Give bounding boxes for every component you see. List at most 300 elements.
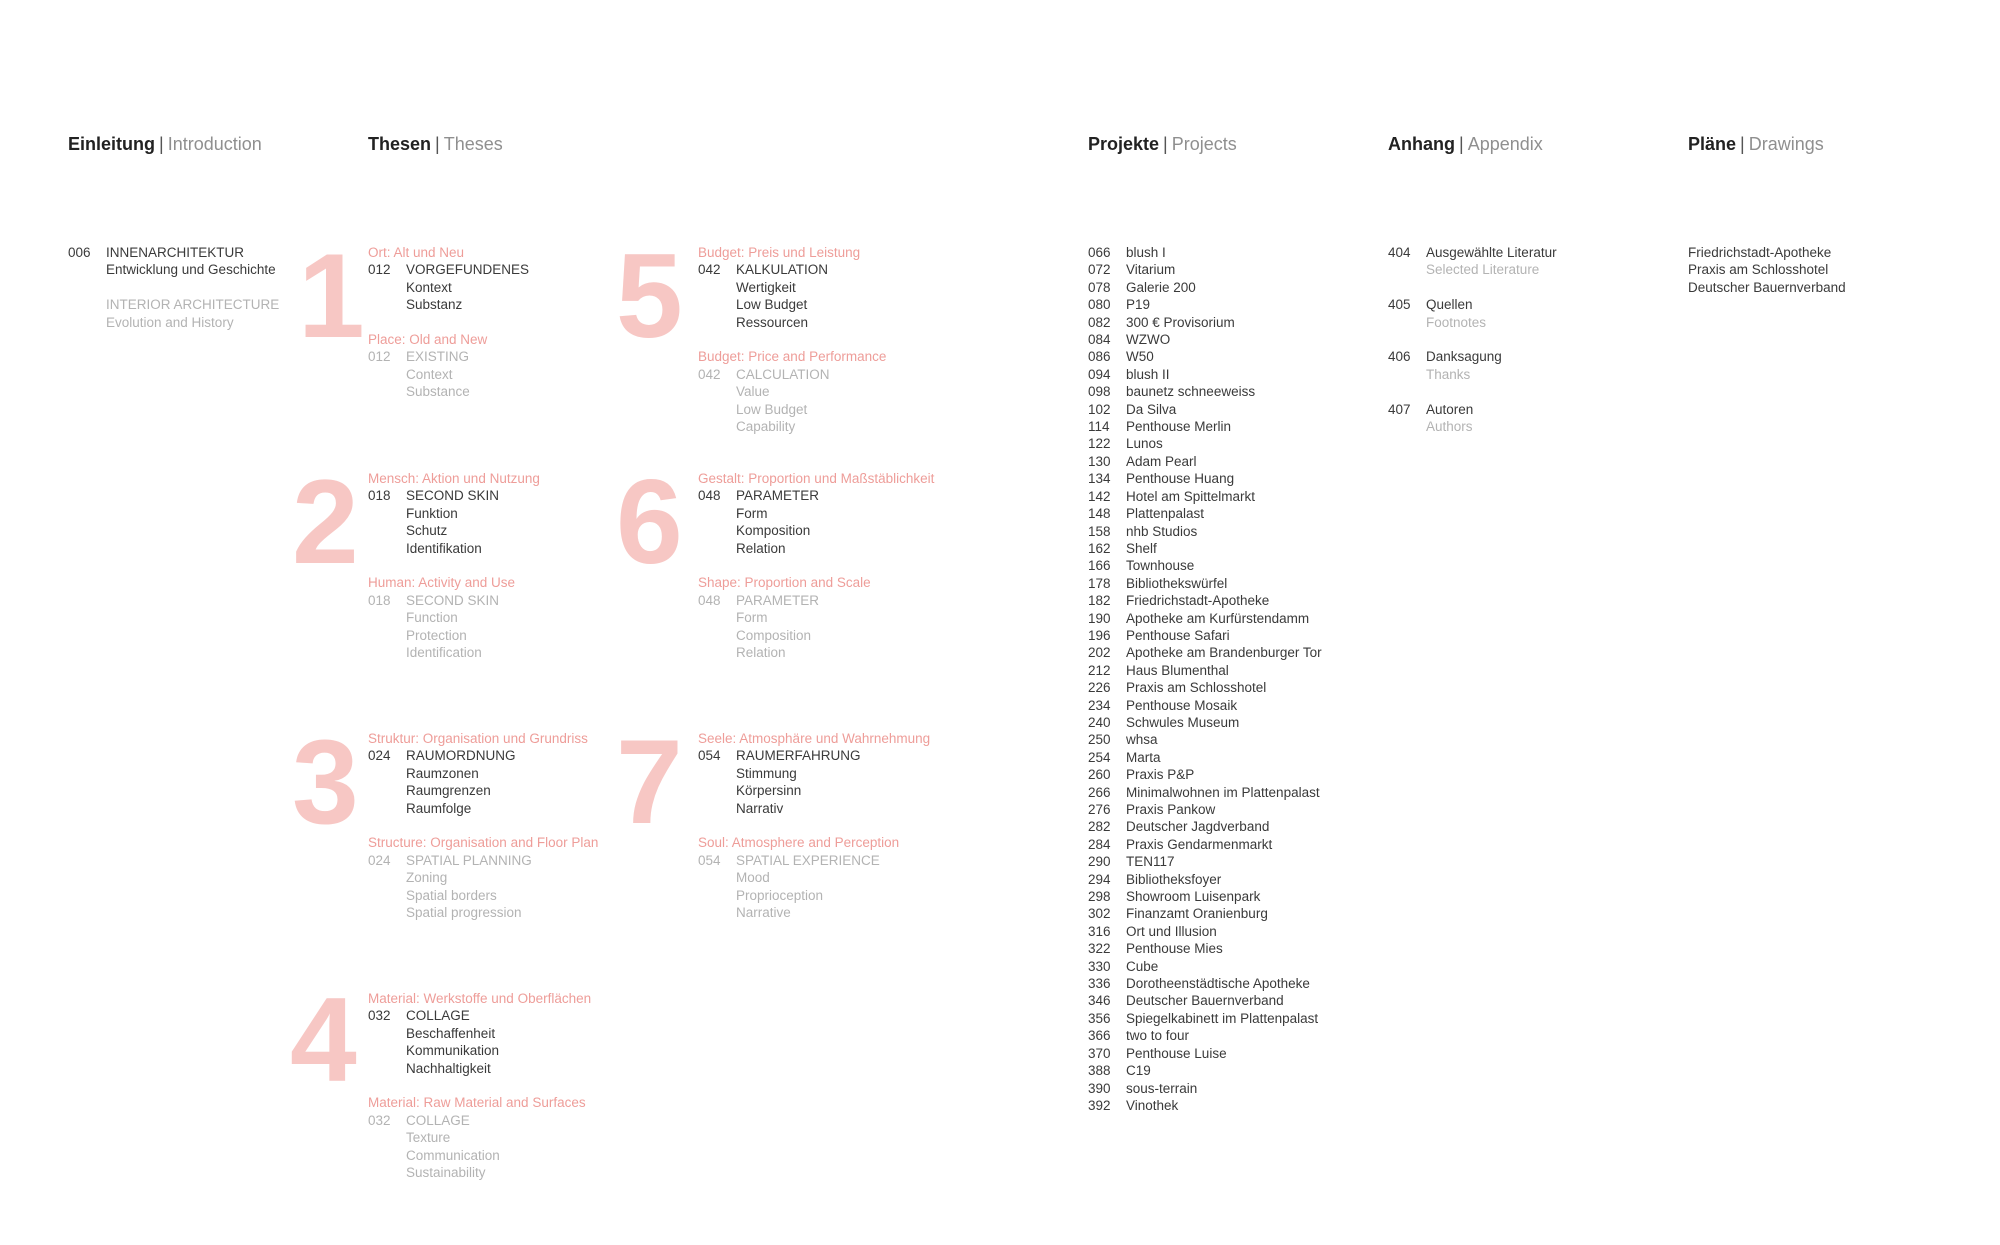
thesis-title: RAUMORDNUNG [406, 748, 516, 764]
project-name: Showroom Luisenpark [1126, 889, 1261, 905]
thesis-number-3: 3 [292, 715, 359, 849]
project-name: Ort und Illusion [1126, 923, 1217, 939]
project-entry [1088, 401, 1322, 418]
project-entry [1088, 296, 1322, 313]
page-number: 407 [1388, 401, 1411, 417]
project-name: Friedrichstadt-Apotheke [1126, 593, 1270, 609]
project-name: P19 [1126, 297, 1151, 313]
project-name: whsa [1126, 732, 1158, 748]
project-entry [1088, 923, 1322, 940]
list-item: Low Budget [736, 297, 808, 313]
introduction-entry [68, 244, 279, 331]
project-entry [1088, 853, 1322, 870]
page-number: 012 [368, 349, 391, 365]
page-number: 406 [1388, 349, 1411, 365]
page-number: 098 [1088, 384, 1111, 400]
appendix-title-en: Selected Literature [1426, 262, 1540, 278]
page-number: 404 [1388, 245, 1411, 260]
page-number: 290 [1088, 854, 1111, 870]
thesis-title-row [698, 366, 886, 383]
page-number: 042 [698, 262, 721, 278]
page-number: 094 [1088, 366, 1111, 382]
thesis-title-row [698, 592, 934, 609]
project-name: Schwules Museum [1126, 714, 1240, 730]
appendix-title-de: Danksagung [1426, 349, 1502, 365]
page-number: 212 [1088, 662, 1111, 678]
thesis-number-2: 2 [292, 455, 359, 589]
project-name: Penthouse Mosaik [1126, 697, 1238, 713]
project-name: WZWO [1126, 332, 1171, 348]
thesis-number-4: 4 [290, 973, 357, 1107]
thesis-heading: Structure: Organisation and Floor Plan [368, 835, 599, 851]
thesis-heading: Struktur: Organisation und Grundriss [368, 731, 588, 746]
list-item: Composition [736, 627, 812, 643]
list-item: Identification [406, 645, 482, 661]
header-theses [368, 134, 503, 155]
page-number: 388 [1088, 1063, 1111, 1079]
thesis-block [698, 730, 930, 921]
appendix-title-en: Authors [1426, 419, 1473, 435]
page-number: 356 [1088, 1010, 1111, 1026]
appendix-entry [1388, 401, 1557, 436]
project-entry [1088, 523, 1322, 540]
project-entry [1088, 592, 1322, 609]
list-item: Raumgrenzen [406, 783, 491, 799]
header-de: Thesen [368, 134, 432, 154]
project-entry [1088, 731, 1322, 748]
page-number: 370 [1088, 1045, 1111, 1061]
page-number: 130 [1088, 453, 1111, 469]
page-number: 294 [1088, 871, 1111, 887]
thesis-title-row [368, 592, 540, 609]
project-entry [1088, 610, 1322, 627]
project-entry [1088, 1080, 1322, 1097]
thesis-title-row [698, 261, 886, 278]
project-entry [1088, 801, 1322, 818]
list-item: Low Budget [736, 401, 808, 417]
project-entry [1088, 435, 1322, 452]
project-entry [1088, 314, 1322, 331]
page-number: 166 [1088, 558, 1111, 574]
thesis-title: PARAMETER [736, 488, 820, 504]
list-item: Value [736, 384, 770, 400]
project-entry [1088, 784, 1322, 801]
project-name: Praxis am Schlosshotel [1126, 680, 1267, 696]
header-separator: | [435, 134, 440, 154]
appendix-title-row [1388, 348, 1557, 365]
header-en: Projects [1171, 134, 1237, 154]
project-entry [1088, 627, 1322, 644]
page-number: 254 [1088, 749, 1111, 765]
thesis-title: SECOND SKIN [406, 592, 500, 608]
project-entry [1088, 505, 1322, 522]
project-name: Praxis Gendarmenmarkt [1126, 836, 1273, 852]
project-name: Apotheke am Brandenburger Tor [1126, 645, 1322, 661]
list-item: Texture [406, 1130, 451, 1146]
list-item: Körpersinn [736, 783, 802, 799]
list-item: Identifikation [406, 540, 482, 556]
thesis-block [368, 244, 529, 401]
page-number: 080 [1088, 297, 1111, 313]
project-name: Penthouse Merlin [1126, 419, 1232, 435]
project-entry [1088, 1010, 1322, 1027]
page-number: 240 [1088, 714, 1111, 730]
page-number: 078 [1088, 279, 1111, 295]
list-item: Komposition [736, 523, 811, 539]
project-entry [1088, 470, 1322, 487]
thesis-block [698, 470, 934, 661]
projects-list [1088, 244, 1322, 1114]
thesis-title: KALKULATION [736, 262, 829, 278]
page-number: 250 [1088, 732, 1111, 748]
project-entry [1088, 383, 1322, 400]
project-name: Plattenpalast [1126, 506, 1205, 522]
appendix-title-de: Ausgewählte Literatur [1426, 245, 1557, 260]
header-separator: | [1740, 134, 1745, 154]
appendix-list [1388, 244, 1557, 435]
list-item: Substance [406, 384, 470, 400]
project-entry [1088, 1097, 1322, 1114]
project-entry [1088, 557, 1322, 574]
page-number: 190 [1088, 610, 1111, 626]
thesis-title: EXISTING [406, 349, 470, 365]
list-item: Substanz [406, 297, 463, 313]
list-item: Function [406, 610, 458, 626]
header-en: Drawings [1748, 134, 1824, 154]
page-number: 018 [368, 488, 391, 504]
header-de: Pläne [1688, 134, 1737, 154]
project-name: Cube [1126, 958, 1159, 974]
list-item: Wertigkeit [736, 279, 796, 295]
appendix-entry [1388, 296, 1557, 331]
list-item: Beschaffenheit [406, 1025, 496, 1041]
thesis-title-row [368, 1112, 591, 1129]
thesis-number-7: 7 [616, 715, 683, 849]
list-item: Raumfolge [406, 800, 472, 816]
page-number: 298 [1088, 889, 1111, 905]
list-item: Capability [736, 419, 796, 435]
project-entry [1088, 836, 1322, 853]
thesis-heading: Material: Raw Material and Surfaces [368, 1095, 586, 1111]
list-item: Context [406, 366, 453, 382]
project-entry [1088, 679, 1322, 696]
page-number: 158 [1088, 523, 1111, 539]
page-number: 032 [368, 1008, 391, 1024]
intro-sub-de: Entwicklung und Geschichte [106, 262, 276, 278]
project-name: C19 [1126, 1063, 1151, 1079]
thesis-block [698, 244, 886, 435]
appendix-title-de: Autoren [1426, 401, 1474, 417]
header-appendix [1388, 134, 1543, 155]
project-name: Penthouse Huang [1126, 471, 1235, 487]
project-name: Adam Pearl [1126, 453, 1197, 469]
project-name: Penthouse Luise [1126, 1045, 1227, 1061]
drawing-item: Deutscher Bauernverband [1688, 279, 1846, 295]
thesis-english [368, 574, 540, 661]
project-name: Bibliotheksfoyer [1126, 871, 1222, 887]
list-item: Spatial borders [406, 887, 497, 903]
thesis-title: PARAMETER [736, 592, 820, 608]
intro-sub-en: Evolution and History [106, 314, 234, 330]
project-entry [1088, 818, 1322, 835]
project-name: Deutscher Jagdverband [1126, 819, 1270, 835]
thesis-heading: Mensch: Aktion und Nutzung [368, 471, 540, 486]
page-number: 282 [1088, 819, 1111, 835]
project-name: Penthouse Mies [1126, 941, 1223, 957]
project-name: Spiegelkabinett im Plattenpalast [1126, 1010, 1319, 1026]
thesis-english [698, 348, 886, 435]
page-number: 054 [698, 852, 721, 868]
page-number: 336 [1088, 976, 1111, 992]
appendix-title-en: Footnotes [1426, 314, 1487, 330]
project-entry [1088, 766, 1322, 783]
header-de: Projekte [1088, 134, 1160, 154]
project-entry [1088, 1027, 1322, 1044]
page-number: 042 [698, 366, 721, 382]
list-item: Form [736, 610, 768, 626]
appendix-title-en: Thanks [1426, 366, 1471, 382]
project-entry [1088, 1045, 1322, 1062]
thesis-heading: Budget: Preis und Leistung [698, 245, 861, 260]
project-name: sous-terrain [1126, 1080, 1198, 1096]
thesis-title: CALCULATION [736, 366, 830, 382]
page-number: 012 [368, 262, 391, 278]
page-number: 202 [1088, 645, 1111, 661]
thesis-english [368, 331, 529, 401]
thesis-number-6: 6 [616, 455, 683, 589]
thesis-title-row [368, 487, 540, 504]
drawing-item: Friedrichstadt-Apotheke [1688, 245, 1832, 260]
list-item: Raumzonen [406, 765, 479, 781]
thesis-heading: Soul: Atmosphere and Perception [698, 835, 900, 851]
thesis-english [368, 834, 598, 921]
thesis-title: VORGEFUNDENES [406, 262, 530, 278]
page-number: 024 [368, 748, 391, 764]
page-number: 054 [698, 748, 721, 764]
header-en: Theses [443, 134, 503, 154]
appendix-entry [1388, 348, 1557, 383]
project-name: TEN117 [1126, 854, 1175, 870]
page-number: 392 [1088, 1097, 1111, 1113]
page-number: 018 [368, 592, 391, 608]
page-number: 072 [1088, 262, 1111, 278]
list-item: Protection [406, 627, 467, 643]
list-item: Kontext [406, 279, 452, 295]
page-number: 276 [1088, 802, 1111, 817]
page-number: 322 [1088, 941, 1111, 957]
page-number: 006 [68, 245, 91, 260]
project-entry [1088, 348, 1322, 365]
appendix-title-de: Quellen [1426, 297, 1473, 313]
thesis-title-row [698, 487, 934, 504]
page-number: 182 [1088, 593, 1111, 609]
header-introduction [68, 134, 262, 155]
intro-title-row [68, 244, 279, 261]
project-name: Shelf [1126, 540, 1157, 556]
project-entry [1088, 888, 1322, 905]
header-en: Introduction [167, 134, 262, 154]
thesis-title-row [368, 852, 598, 869]
list-item: Mood [736, 870, 770, 886]
page-number: 366 [1088, 1028, 1111, 1044]
header-en: Appendix [1467, 134, 1543, 154]
project-name: Praxis P&P [1126, 767, 1195, 783]
list-item: Narrative [736, 905, 791, 921]
project-name: Apotheke am Kurfürstendamm [1126, 610, 1310, 626]
project-entry [1088, 662, 1322, 679]
project-name: 300 € Provisorium [1126, 314, 1235, 330]
project-entry [1088, 488, 1322, 505]
page-number: 084 [1088, 332, 1111, 348]
page-number: 082 [1088, 314, 1111, 330]
page-number: 066 [1088, 245, 1111, 260]
intro-title-de: INNENARCHITEKTUR [106, 245, 245, 260]
project-name: W50 [1126, 349, 1154, 365]
project-name: Lunos [1126, 436, 1163, 452]
header-de: Anhang [1388, 134, 1455, 154]
page-number: 346 [1088, 993, 1111, 1009]
project-name: Praxis Pankow [1126, 802, 1216, 817]
project-entry [1088, 453, 1322, 470]
project-entry [1088, 244, 1322, 261]
appendix-entry [1388, 244, 1557, 279]
list-item: Relation [736, 540, 786, 556]
thesis-heading: Ort: Alt und Neu [368, 245, 465, 260]
project-name: Bibliothekswürfel [1126, 575, 1228, 591]
appendix-title-row [1388, 401, 1557, 418]
thesis-german [698, 244, 886, 331]
thesis-number-1: 1 [298, 229, 365, 363]
project-entry [1088, 714, 1322, 731]
thesis-title-row [368, 348, 529, 365]
project-name: Vitarium [1126, 262, 1176, 278]
project-entry [1088, 905, 1322, 922]
project-entry [1088, 958, 1322, 975]
list-item: Narrativ [736, 800, 784, 816]
project-entry [1088, 261, 1322, 278]
page-number: 196 [1088, 627, 1111, 643]
list-item: Kommunikation [406, 1043, 500, 1059]
thesis-heading: Seele: Atmosphäre und Wahrnehmung [698, 731, 931, 746]
page-number: 390 [1088, 1080, 1111, 1096]
page-number: 162 [1088, 540, 1111, 556]
project-entry [1088, 644, 1322, 661]
project-name: Da Silva [1126, 401, 1177, 417]
thesis-title-row [368, 1007, 591, 1024]
header-projects [1088, 134, 1237, 155]
thesis-number-5: 5 [616, 229, 683, 363]
thesis-title: COLLAGE [406, 1112, 470, 1128]
intro-title-en: INTERIOR ARCHITECTURE [106, 297, 280, 313]
thesis-heading: Gestalt: Proportion und Maßstäblichkeit [698, 471, 935, 486]
project-entry [1088, 279, 1322, 296]
thesis-title: RAUMERFAHRUNG [736, 748, 861, 764]
project-name: Vinothek [1126, 1097, 1179, 1113]
list-item: Communication [406, 1147, 500, 1163]
drawings-list [1688, 244, 1846, 296]
project-name: Marta [1126, 749, 1161, 765]
page-number: 024 [368, 852, 391, 868]
project-name: nhb Studios [1126, 523, 1198, 539]
project-entry [1088, 418, 1322, 435]
list-item: Stimmung [736, 765, 797, 781]
list-item: Relation [736, 645, 786, 661]
thesis-title-row [368, 261, 529, 278]
page-number: 114 [1088, 419, 1110, 435]
page-number: 134 [1088, 471, 1111, 487]
page-number: 260 [1088, 767, 1111, 783]
list-item: Sustainability [406, 1165, 486, 1181]
list-item: Form [736, 505, 768, 521]
page-number: 122 [1088, 436, 1111, 452]
project-name: two to four [1126, 1028, 1190, 1044]
project-entry [1088, 992, 1322, 1009]
list-item: Ressourcen [736, 314, 809, 330]
thesis-german [368, 730, 598, 817]
header-separator: | [159, 134, 164, 154]
page-number: 226 [1088, 680, 1111, 696]
thesis-german [368, 244, 529, 314]
page-number: 330 [1088, 958, 1111, 974]
project-name: Finanzamt Oranienburg [1126, 906, 1268, 922]
page-number: 086 [1088, 349, 1111, 365]
page-number: 148 [1088, 506, 1111, 522]
thesis-title: SPATIAL EXPERIENCE [736, 852, 880, 868]
thesis-german [368, 990, 591, 1077]
page-number: 316 [1088, 923, 1111, 939]
thesis-block [368, 470, 540, 661]
thesis-heading: Place: Old and New [368, 332, 488, 348]
header-de: Einleitung [68, 134, 155, 154]
project-entry [1088, 975, 1322, 992]
page-number: 284 [1088, 836, 1111, 852]
thesis-german [368, 470, 540, 557]
page-number: 048 [698, 592, 721, 608]
thesis-heading: Budget: Price and Performance [698, 349, 887, 365]
project-entry [1088, 871, 1322, 888]
thesis-german [698, 470, 934, 557]
list-item: Schutz [406, 523, 448, 539]
project-entry [1088, 331, 1322, 348]
page-number: 405 [1388, 297, 1411, 313]
thesis-title: COLLAGE [406, 1008, 470, 1024]
thesis-block [368, 730, 598, 921]
thesis-english [698, 834, 930, 921]
project-name: Penthouse Safari [1126, 627, 1230, 643]
page-number: 102 [1088, 401, 1111, 417]
project-name: Galerie 200 [1126, 279, 1196, 295]
project-name: Haus Blumenthal [1126, 662, 1229, 678]
project-name: Dorotheenstädtische Apotheke [1126, 976, 1310, 992]
thesis-heading: Human: Activity and Use [368, 575, 516, 591]
appendix-title-row [1388, 244, 1557, 261]
list-item: Zoning [406, 870, 448, 886]
thesis-block [368, 990, 591, 1181]
project-name: blush II [1126, 366, 1170, 382]
page-number: 234 [1088, 697, 1111, 713]
page-number: 032 [368, 1112, 391, 1128]
thesis-title-row [698, 852, 930, 869]
thesis-title-row [368, 747, 598, 764]
thesis-title: SPATIAL PLANNING [406, 852, 532, 868]
thesis-title: SECOND SKIN [406, 488, 500, 504]
thesis-heading: Shape: Proportion and Scale [698, 575, 871, 591]
project-entry [1088, 366, 1322, 383]
thesis-heading: Material: Werkstoffe und Oberflächen [368, 991, 592, 1006]
project-entry [1088, 697, 1322, 714]
project-name: Deutscher Bauernverband [1126, 993, 1284, 1009]
header-separator: | [1459, 134, 1464, 154]
